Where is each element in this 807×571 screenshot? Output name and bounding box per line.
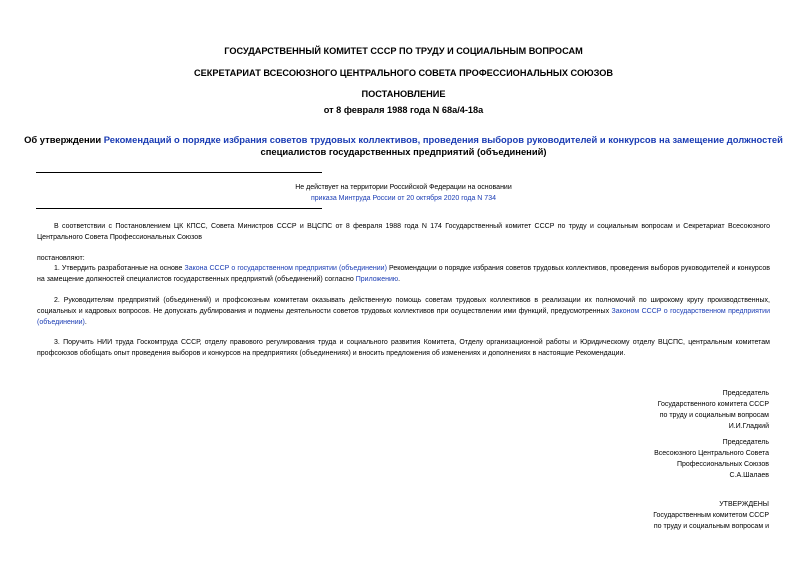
- header-line-2: СЕКРЕТАРИАТ ВСЕСОЮЗНОГО ЦЕНТРАЛЬНОГО СОВЕТА ПРОФЕССИОНАЛЬНЫХ СОЮЗОВ: [194, 68, 613, 78]
- header-line-1: ГОСУДАРСТВЕННЫЙ КОМИТЕТ СССР ПО ТРУДУ И СОЦИАЛЬНЫМ ВОПРОСАМ: [224, 46, 583, 56]
- notice-text: Не действует на территории Российской Федерации на основании: [295, 184, 512, 191]
- law-link[interactable]: Закона СССР о государственном предприятии (объединении): [184, 265, 387, 272]
- doc-type: ПОСТАНОВЛЕНИЕ: [361, 89, 446, 99]
- document-title: [0, 134, 807, 146]
- sig2-name: С.А.Шалаев: [729, 472, 769, 479]
- p1-text-c: .: [398, 276, 401, 283]
- divider-top: [36, 172, 322, 173]
- notice-link[interactable]: приказа Минтруда России от 20 октября 2020 года N 734: [311, 195, 496, 202]
- paragraph-1: [37, 263, 770, 285]
- approved-label: УТВЕРЖДЕНЫ: [719, 501, 769, 508]
- sig2-org1: Всесоюзного Центрального Совета: [654, 450, 769, 457]
- p1-text-b: Рекомендации о порядке избрания советов трудовых коллективов, проведения выборов руководителей и конкурсов на замещение должностей специалистов государственных предприятий (объединений) согласно: [37, 265, 770, 283]
- p2-text-b: .: [84, 319, 87, 326]
- paragraph-3: 3. Поручить НИИ труда Госкомтруда СССР, отделу правового регулирования труда и социального развития Комитета, Отделу организационной работы и Юридическому отделу ВЦСПС, центральным комитетам профсоюзов обобщать опыт проведения выборов и конкурсов на предприятиях (объединениях) и вносить предложения об изменениях и дополнениях в настоящие Рекомендации.: [37, 339, 770, 357]
- sig1-name: И.И.Гладкий: [728, 423, 769, 430]
- signature-block-1: [658, 388, 769, 432]
- divider-bottom: [36, 208, 322, 209]
- sig1-role: Председатель: [722, 390, 769, 397]
- approved-org2: по труду и социальным вопросам и: [653, 523, 769, 530]
- title-prefix: Об утверждении: [24, 134, 104, 145]
- intro-paragraph: В соответствии с Постановлением ЦК КПСС, Совета Министров СССР и ВЦСПС от 8 февраля 1988 года N 174 Государственный комитет СССР по труду и социальным вопросам и Секретариат Всесоюзного Центрального Совета Профессиональных Союзов: [37, 223, 770, 241]
- date-line: от 8 февраля 1988 года N 68а/4-18а: [323, 105, 484, 115]
- sig1-org1: Государственного комитета СССР: [657, 401, 769, 408]
- sig2-role: Председатель: [722, 439, 769, 446]
- appendix-link[interactable]: Приложению: [355, 276, 399, 283]
- title-link-cont[interactable]: специалистов государственных предприятий (объединений): [260, 146, 547, 157]
- signature-block-2: [654, 437, 769, 481]
- p1-text-a: 1. Утвердить разработанные на основе: [54, 265, 185, 272]
- decree-word: постановляют:: [37, 255, 85, 262]
- sig2-org2: Профессиональных Союзов: [676, 461, 769, 468]
- paragraph-2: [37, 295, 770, 328]
- title-link[interactable]: Рекомендаций о порядке избрания советов трудовых коллективов, проведения выборов руководителей и конкурсов на замещение должностей: [103, 134, 783, 145]
- sig1-org2: по труду и социальным вопросам: [659, 412, 769, 419]
- p2-text-a: 2. Руководителям предприятий (объединений) и профсоюзным комитетам оказывать действенную помощь советам трудовых коллективов в реализации их полномочий по широкому кругу производственных, социальных и кадровых вопросов. Не допускать дублирования и подмены деятельности советов трудовых коллективов при осуществлении ими функций, предусмотренных: [37, 297, 770, 315]
- law-link-2[interactable]: Законом СССР о государственном предприятии (объединении): [37, 308, 770, 326]
- approved-block: [653, 499, 769, 532]
- approved-org1: Государственным комитетом СССР: [653, 512, 769, 519]
